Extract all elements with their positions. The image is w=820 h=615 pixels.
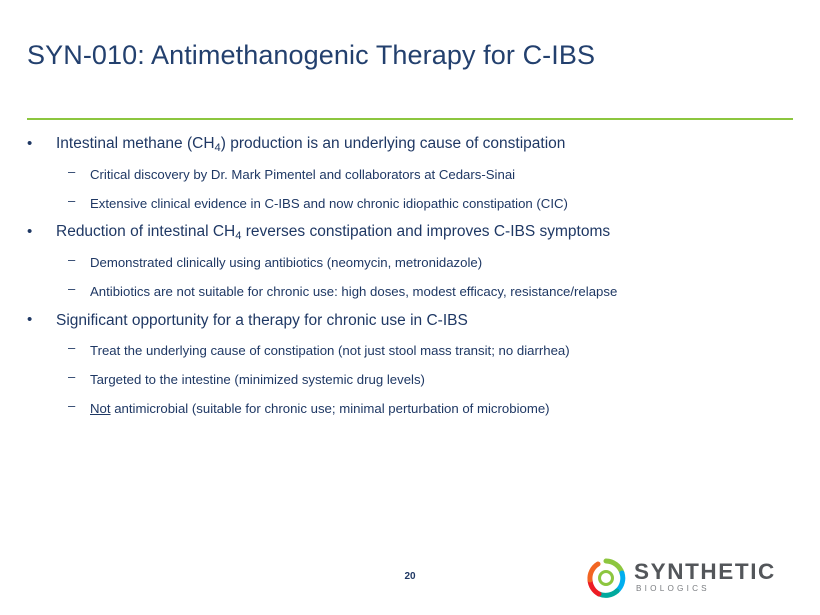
bullet-marker-icon: • xyxy=(27,311,33,328)
bullet-text xyxy=(56,222,610,244)
page-title: SYN-010: Antimethanogenic Therapy for C-IBS xyxy=(27,40,596,70)
logo-mark-icon xyxy=(586,558,626,598)
bullet-item-level2 xyxy=(20,394,800,423)
bullet-text-segment: Reduction of intestinal CH xyxy=(56,223,236,241)
bullet-marker-icon: • xyxy=(27,135,33,152)
bullet-text xyxy=(90,371,425,388)
bullet-item-level2 xyxy=(20,248,800,277)
dash-marker-icon: – xyxy=(68,281,76,296)
dash-marker-icon: – xyxy=(68,369,76,384)
bullet-item-level1 xyxy=(20,306,800,336)
bullet-text-segment: Antibiotics are not suitable for chronic use: high doses, modest efficacy, resistance/relapse xyxy=(90,283,618,299)
bullet-text-segment: Extensive clinical evidence in C-IBS and now chronic idiopathic constipation (CIC) xyxy=(90,195,568,211)
bullet-text-segment: Treat the underlying cause of constipation (not just stool mass transit; no diarrhea) xyxy=(90,342,570,358)
title-divider xyxy=(27,118,793,120)
bullet-text-segment: Critical discovery by Dr. Mark Pimentel and collaborators at Cedars-Sinai xyxy=(90,166,516,182)
bullet-marker-icon: • xyxy=(27,223,33,240)
bullet-item-level2 xyxy=(20,160,800,189)
dash-marker-icon: – xyxy=(68,252,76,267)
bullet-text xyxy=(56,311,468,332)
bullet-text xyxy=(90,342,570,359)
bullet-text xyxy=(90,254,482,271)
bullet-text-segment: Intestinal methane (CH xyxy=(56,135,215,153)
bullet-text-segment: 4 xyxy=(235,229,242,242)
bullet-list xyxy=(20,130,800,423)
bullet-text-segment: Significant opportunity for a therapy for chronic use in C-IBS xyxy=(56,311,468,329)
bullet-item-level2 xyxy=(20,189,800,218)
bullet-text-segment: ) production is an underlying cause of constipation xyxy=(220,135,566,153)
bullet-text-segment: Not xyxy=(90,400,111,416)
bullet-text-segment: Demonstrated clinically using antibiotics (neomycin, metronidazole) xyxy=(90,254,483,270)
dash-marker-icon: – xyxy=(68,164,76,179)
bullet-item-level2 xyxy=(20,336,800,365)
logo-tagline: BIOLOGICS xyxy=(636,584,710,593)
dash-marker-icon: – xyxy=(68,340,76,355)
bullet-text-segment: 4 xyxy=(214,141,221,154)
slide-body xyxy=(20,130,800,423)
bullet-text-segment: reverses constipation and improves C-IBS symptoms xyxy=(241,223,611,241)
bullet-text xyxy=(90,400,550,417)
bullet-item-level2 xyxy=(20,365,800,394)
dash-marker-icon: – xyxy=(68,193,76,208)
dash-marker-icon: – xyxy=(68,398,76,413)
bullet-text-segment: antimicrobial (suitable for chronic use; minimal perturbation of microbiome) xyxy=(110,400,550,416)
page-number: 20 xyxy=(404,571,416,582)
company-logo xyxy=(586,556,798,600)
bullet-text xyxy=(56,134,565,156)
bullet-item-level1 xyxy=(20,130,800,160)
bullet-item-level2 xyxy=(20,277,800,306)
bullet-text xyxy=(90,283,617,300)
bullet-text-segment: Targeted to the intestine (minimized systemic drug levels) xyxy=(90,371,425,387)
bullet-item-level1 xyxy=(20,218,800,248)
bullet-text xyxy=(90,166,515,183)
logo-wordmark: SYNTHETIC xyxy=(634,559,776,584)
bullet-text xyxy=(90,195,568,212)
